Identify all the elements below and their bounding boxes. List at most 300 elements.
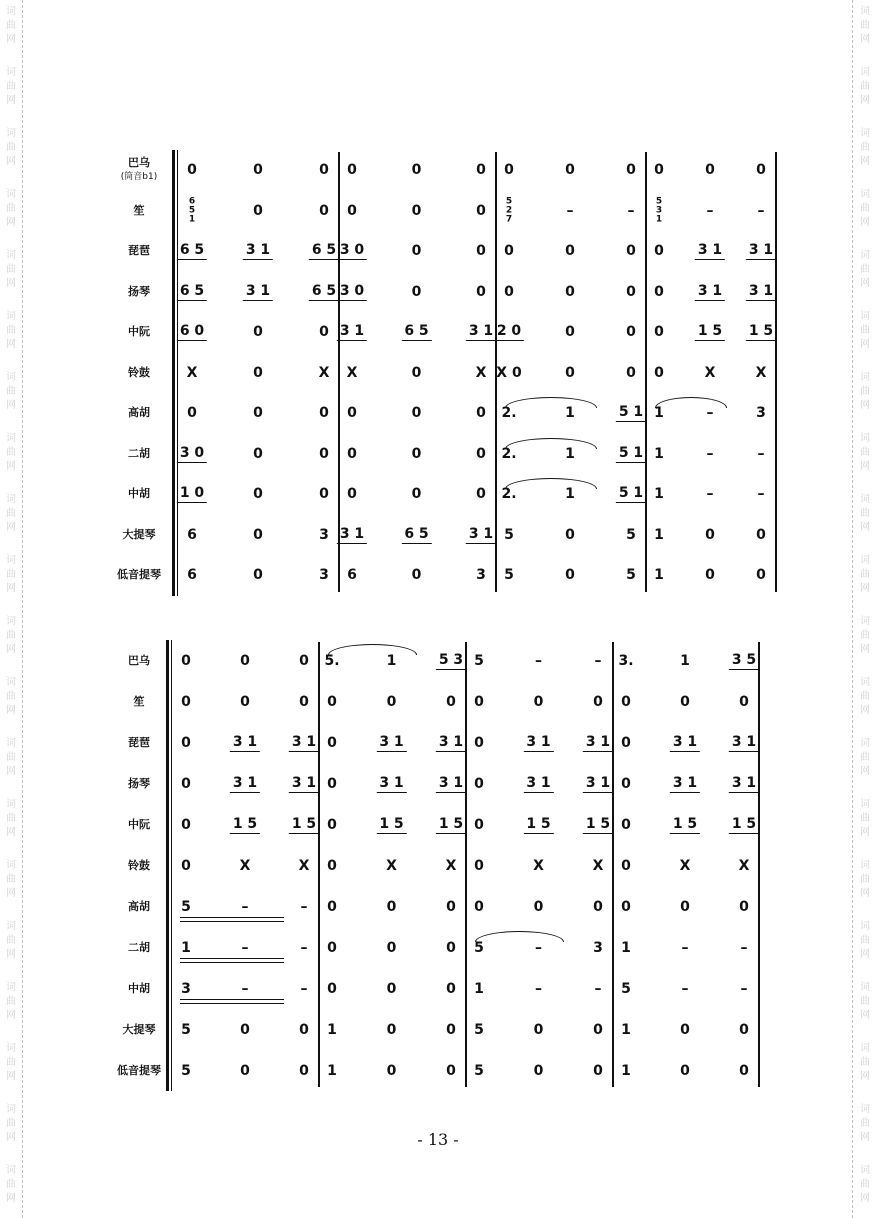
note: 1 [565,405,575,422]
note: 0 [621,898,631,915]
instrument-name: 铃鼓 [128,365,150,379]
note: 0 [756,567,766,584]
note: 5 [181,898,191,915]
instrument-name: 大提琴 [122,527,156,541]
note: 0 [565,567,575,584]
note: 0 [253,486,263,503]
note: 0 [299,693,309,710]
note: 0 [756,162,766,179]
watermark-char: 词 [6,67,16,78]
note: 0 [327,939,337,956]
note: 0 [386,693,397,710]
watermark-char: 网 [860,1132,870,1143]
note: 3 1 [376,775,406,793]
note: 5. [324,652,340,669]
note: 1 5 [289,816,319,834]
instrument-name: 扬琴 [128,776,150,790]
note: 0 [253,405,263,422]
note: 3 1 [289,775,319,793]
watermark-char: 曲 [860,630,870,641]
note: 6 5 [309,283,339,301]
dynamic-hairpin [180,917,284,918]
note: – [706,405,714,422]
note: 3 1 [729,734,759,752]
note: 0 [187,405,197,422]
note: 6 0 [177,323,207,341]
watermark-char: 曲 [6,264,16,275]
watermark-char: 网 [6,95,16,106]
note: X [704,364,716,381]
watermark-char: 网 [860,766,870,777]
note: 1 [680,652,690,669]
watermark-char: 词 [6,1165,16,1176]
note: 0 [565,283,575,300]
note: 0 [476,243,486,260]
note: 0 [626,283,636,300]
watermark-char: 词 [6,128,16,139]
note: 1 0 [177,485,207,503]
note: 1 5 [436,816,466,834]
instrument-name: 高胡 [128,899,150,913]
note: 0 [654,243,664,260]
watermark-char: 词 [860,921,870,932]
note: 1 [181,939,191,956]
system-brace-inner [177,150,178,596]
note: X [679,857,691,874]
watermark-char: 网 [6,34,16,45]
watermark-char: 曲 [6,81,16,92]
watermark-char: 网 [860,827,870,838]
watermark-char: 词 [860,799,870,810]
bar-line [758,642,760,1087]
note: 0 [411,202,422,219]
watermark-char: 曲 [6,813,16,824]
instrument-label [108,900,170,914]
note: 0 [446,693,456,710]
instrument-name: 中阮 [128,325,150,339]
note: 0 [626,324,636,341]
left-margin-guide [22,0,23,1218]
watermark-char: 网 [6,1193,16,1204]
note: 0 [739,898,749,915]
instrument-label [108,204,170,218]
watermark-char: 曲 [6,752,16,763]
note: 1 [654,567,664,584]
note: 3 [593,939,603,956]
note: 6 [347,567,357,584]
watermark-char: 词 [860,1165,870,1176]
note: 5 [474,1062,484,1079]
note: 0 [739,693,749,710]
watermark-char: 词 [6,616,16,627]
watermark-char: 网 [860,522,870,533]
watermark-char: 网 [6,461,16,472]
chord-tone: 6 [188,196,196,207]
note: 0 [319,162,329,179]
instrument-label [108,941,170,955]
watermark-char: 词 [6,250,16,261]
note: 0 [347,486,357,503]
note: 0 [319,202,329,219]
watermark-char: 网 [6,1010,16,1021]
watermark-char: 词 [6,189,16,200]
instrument-name: 高胡 [128,406,150,420]
watermark-char: 曲 [860,203,870,214]
note: 3 1 [436,734,466,752]
watermark-char: 曲 [860,813,870,824]
note: 0 [476,445,486,462]
note: 0 [565,364,575,381]
watermark-char: 曲 [6,325,16,336]
note: 0 [299,652,309,669]
note: 0 [240,652,250,669]
watermark-char: 曲 [860,874,870,885]
note [506,197,512,224]
note: 0 [680,1021,690,1038]
note: 0 [680,898,690,915]
slur-mark [475,931,564,942]
note: 3 1 [695,242,725,260]
watermark-char: 词 [860,67,870,78]
watermark-char: 词 [860,372,870,383]
watermark-char: 网 [860,644,870,655]
note: 0 [327,775,337,792]
note: 0 [593,1062,603,1079]
instrument-name: 中胡 [128,981,150,995]
note: 0 [327,693,337,710]
watermark-char: 词 [860,738,870,749]
watermark-char: 曲 [860,1118,870,1129]
note: – [241,939,249,956]
watermark-char: 词 [860,555,870,566]
note: 3 1 [337,526,367,544]
note: – [706,486,714,503]
note: 0 [386,939,397,956]
note: 1 5 [729,816,759,834]
note: 0 [626,243,636,260]
note: 0 [411,567,422,584]
instrument-label [108,654,170,668]
note: X [533,857,544,874]
watermark-char: 曲 [6,874,16,885]
dynamic-hairpin [180,921,284,922]
note: 1 [654,486,664,503]
note: 3 1 [746,242,776,260]
note: 0 [327,816,337,833]
page-number: - 13 - [417,1130,459,1149]
chord-tone: 3 [655,205,663,216]
note: 0 [347,405,357,422]
watermark-char: 网 [6,1132,16,1143]
instrument-label [108,1064,170,1078]
dynamic-hairpin [180,958,284,959]
instrument-label [108,1023,170,1037]
note: X [592,857,604,874]
note: 0 [474,857,484,874]
note: 0 [739,1021,749,1038]
note: 3 1 [670,734,700,752]
note: 0 [181,816,191,833]
note: 0 [181,775,191,792]
watermark-char: 词 [860,677,870,688]
note: 5 1 [616,485,646,503]
note: – [757,486,765,503]
instrument-label [108,244,170,258]
watermark-char: 曲 [6,996,16,1007]
note: 0 [476,202,486,219]
note: 0 [626,364,636,381]
note [656,197,662,224]
note: – [594,980,602,997]
instrument-name: 中阮 [128,817,150,831]
note: 5 [181,1062,191,1079]
note [189,197,195,224]
note: 1 [327,1062,337,1079]
watermark-char: 词 [860,189,870,200]
watermark-char: 网 [860,339,870,350]
note: 0 [411,243,422,260]
instrument-label [108,156,170,184]
slur-mark [505,397,597,408]
watermark-char: 曲 [860,691,870,702]
note: 3 [181,980,191,997]
bar-line [318,642,320,1087]
instrument-name: 铃鼓 [128,858,150,872]
note: 0 [621,857,631,874]
note: – [241,898,249,915]
watermark-char: 词 [6,433,16,444]
note: 0 [474,775,484,792]
note: 6 [187,567,197,584]
note: – [241,980,249,997]
watermark-char: 曲 [860,142,870,153]
instrument-label [108,447,170,461]
note: 0 [240,1021,250,1038]
watermark-char: 曲 [6,630,16,641]
watermark-char: 网 [860,461,870,472]
note: 0 [621,816,631,833]
note: X 0 [496,364,522,381]
note: – [757,202,765,219]
note: 0 [705,162,715,179]
watermark-char: 曲 [860,569,870,580]
note: 0 [253,202,263,219]
note: 0 [654,364,664,381]
note: 0 [565,526,575,543]
note: – [681,939,689,956]
note: 0 [181,857,191,874]
note: 0 [181,652,191,669]
watermark-char: 词 [6,6,16,17]
watermark-char: 词 [860,433,870,444]
note: 0 [299,1062,309,1079]
note: 0 [327,734,337,751]
note: 5 3 [436,652,466,670]
watermark-char: 词 [860,616,870,627]
instrument-label [108,695,170,709]
watermark-char: 词 [6,677,16,688]
note: 0 [386,898,397,915]
note: 1 [621,1062,631,1079]
note: 0 [253,324,263,341]
watermark-char: 网 [6,888,16,899]
note: 0 [756,526,766,543]
note: 3 5 [729,652,759,670]
note: 0 [187,162,197,179]
watermark-char: 词 [860,128,870,139]
instrument-label [108,568,170,582]
instrument-label [108,777,170,791]
watermark-char: 网 [860,1071,870,1082]
note: 3 [476,567,486,584]
watermark-char: 曲 [860,325,870,336]
chord-tone: 2 [505,205,513,216]
note: 3 1 [670,775,700,793]
watermark-char: 网 [860,583,870,594]
watermark-char: 词 [6,738,16,749]
note: X [386,857,397,874]
note: 3 1 [436,775,466,793]
note: – [535,939,542,956]
watermark-char: 曲 [860,386,870,397]
note: – [300,939,308,956]
chord-tone: 5 [505,196,513,207]
instrument-name: 低音提琴 [117,568,161,582]
watermark-char: 词 [860,982,870,993]
watermark-char: 曲 [860,264,870,275]
watermark-char: 网 [6,644,16,655]
watermark-char: 词 [6,799,16,810]
note: 0 [386,1062,397,1079]
bar-line [612,642,614,1087]
watermark-char: 网 [6,705,16,716]
watermark-char: 网 [860,278,870,289]
note: 6 5 [401,526,431,544]
note: 0 [705,567,715,584]
note: – [627,202,635,219]
note: X [755,364,767,381]
watermark-char: 词 [860,6,870,17]
watermark-char: 网 [6,522,16,533]
note: 0 [593,693,603,710]
note: 0 [327,857,337,874]
note: 3 1 [746,283,776,301]
note: 0 [533,1062,544,1079]
note: 3 1 [466,526,496,544]
watermark-char: 词 [860,1043,870,1054]
bar-line [775,152,777,592]
watermark-char: 曲 [6,691,16,702]
note: 0 [533,898,544,915]
note: 0 [504,162,514,179]
watermark-char: 曲 [6,203,16,214]
watermark-char: 网 [860,888,870,899]
watermark-char: 曲 [860,508,870,519]
note: 0 [181,734,191,751]
watermark-char: 网 [860,705,870,716]
watermark-char: 曲 [6,1057,16,1068]
watermark-char: 词 [860,311,870,322]
instrument-name: 二胡 [128,446,150,460]
instrument-label [108,325,170,339]
note: 1 [565,445,575,462]
watermark-char: 网 [6,1071,16,1082]
note: 3 [319,526,329,543]
watermark-char: 网 [6,400,16,411]
note: 3. [618,652,634,669]
slur-mark [655,397,727,408]
note: 0 [253,445,263,462]
note: 5 [504,567,514,584]
instrument-label [108,982,170,996]
dynamic-hairpin [180,962,284,963]
note: – [566,202,574,219]
note: 0 [593,1021,603,1038]
note: 1 [621,1021,631,1038]
note: 0 [654,324,664,341]
watermark-char: 词 [6,860,16,871]
watermark-char: 词 [6,1104,16,1115]
watermark-char: 词 [6,921,16,932]
note: 1 5 [695,323,725,341]
note: – [535,652,542,669]
note: 3 1 [523,775,553,793]
instrument-name: 巴乌 [128,653,150,667]
note: 1 5 [583,816,613,834]
note: 1 [654,445,664,462]
instrument-label [108,487,170,501]
instrument-name: 大提琴 [122,1022,156,1036]
note: – [706,445,714,462]
instrument-name: 巴乌 [128,156,150,170]
note: 0 [705,526,715,543]
watermark-char: 网 [6,278,16,289]
note: 6 5 [401,323,431,341]
note: 0 [476,162,486,179]
note: 3 0 [177,445,207,463]
watermark-char: 曲 [860,752,870,763]
watermark-char: 词 [6,1043,16,1054]
note: 5 [474,652,484,669]
watermark-char: 网 [6,827,16,838]
note: – [300,980,308,997]
note: 0 [319,486,329,503]
watermark-char: 曲 [6,508,16,519]
note: 1 [565,486,575,503]
note: 0 [739,1062,749,1079]
watermark-char: 网 [6,766,16,777]
watermark-char: 曲 [860,935,870,946]
note: 0 [680,1062,690,1079]
note: 0 [181,693,191,710]
note: 0 [253,162,263,179]
watermark-char: 词 [860,1104,870,1115]
note: 0 [593,898,603,915]
note: – [594,652,602,669]
watermark-char: 网 [6,339,16,350]
watermark-char: 曲 [860,447,870,458]
system-brace-inner [171,640,172,1091]
note: 0 [565,324,575,341]
note: 5 [181,1021,191,1038]
note: – [740,939,748,956]
note: 3 [319,567,329,584]
note: 1 [327,1021,337,1038]
instrument-name: 扬琴 [128,284,150,298]
watermark-char: 词 [6,372,16,383]
note: 3 1 [230,734,260,752]
watermark-char: 网 [6,583,16,594]
